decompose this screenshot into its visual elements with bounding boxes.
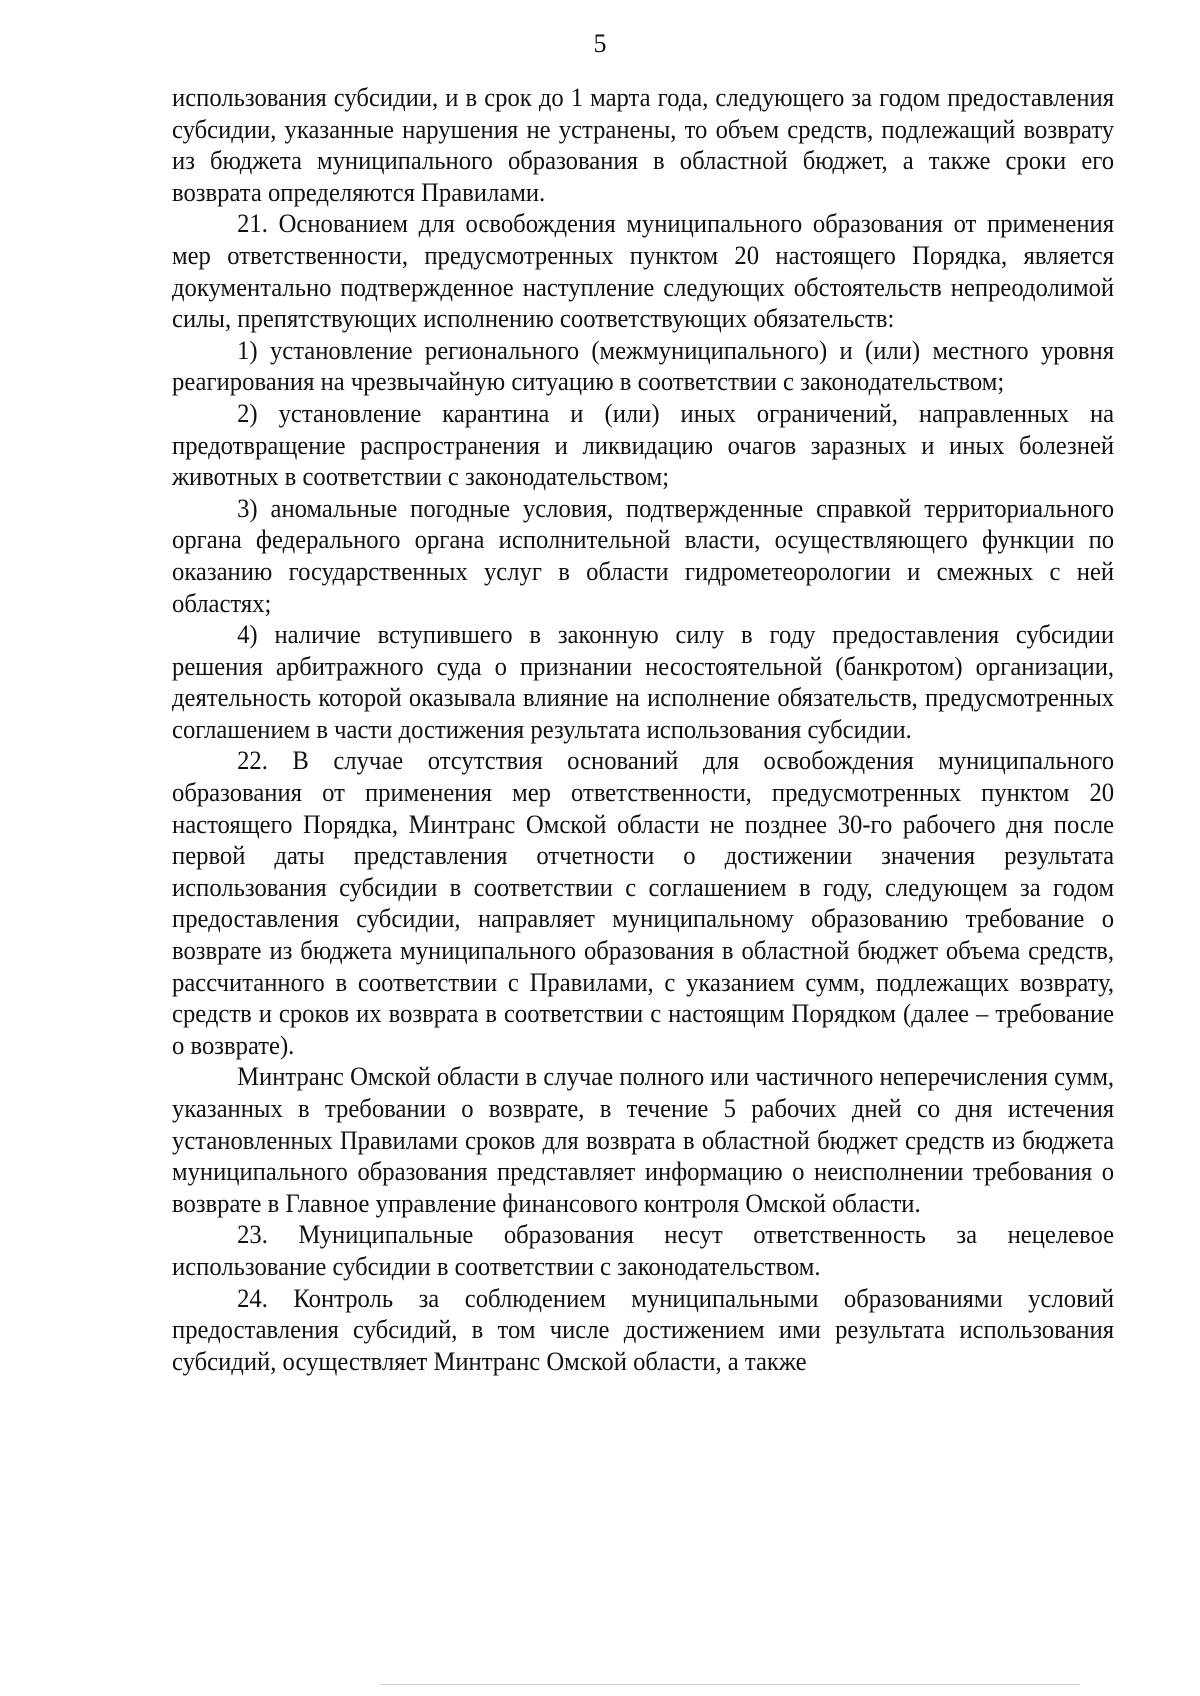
document-body: [172, 82, 1114, 1377]
paragraph-item-21: 21. Основанием для освобождения муниципального образования от применения мер ответственности, предусмотренных пунктом 20 настоящего Порядка, является документально подтвержденное наступление следующих обстоятельств непреодолимой силы, препятствующих исполнению соответствующих обязательств:: [172, 208, 1115, 334]
paragraph-subitem-3: 3) аномальные погодные условия, подтвержденные справкой территориального органа федерального органа исполнительной власти, осуществляющего функции по оказанию государственных услуг в области гидрометеорологии и смежных с ней областях;: [172, 492, 1115, 618]
scan-edge-line: [380, 1684, 1080, 1685]
paragraph-continuation: использования субсидии, и в срок до 1 марта года, следующего за годом предоставления субсидии, указанные нарушения не устранены, то объем средств, подлежащий возврату из бюджета муниципального образования в областной бюджет, а также сроки его возврата определяются Правилами.: [172, 82, 1115, 207]
page-number: 5: [593, 29, 607, 58]
paragraph-item-22: 22. В случае отсутствия оснований для освобождения муниципального образования от применения мер ответственности, предусмотренных пунктом 20 настоящего Порядка, Минтранс Омской области не позднее 30-го рабочего дня после первой даты представления отчетности о достижении значения результата использования субсидии в соответствии с соглашением в году, следующем за годом предоставления субсидии, направляет муниципальному образованию требование о возврате из бюджета муниципального образования в областной бюджет объема средств, рассчитанного в соответствии с Правилами, с указанием сумм, подлежащих возврату, средств и сроков их возврата в соответствии с настоящим Порядком (далее – требование о возврате).: [172, 745, 1115, 1060]
paragraph-item-24: 24. Контроль за соблюдением муниципальными образованиями условий предоставления субсидий, в том числе достижением ими результата использования субсидий, осуществляет Минтранс Омской области, а также: [172, 1282, 1115, 1376]
paragraph-subitem-4: 4) наличие вступившего в законную силу в году предоставления субсидии решения арбитражного суда о признании несостоятельной (банкротом) организации, деятельность которой оказывала влияние на исполнение обязательств, предусмотренных соглашением в части достижения результата использования субсидии.: [172, 619, 1115, 744]
paragraph-mintrans-notice: Минтранс Омской области в случае полного или частичного неперечисления сумм, указанных в требовании о возврате, в течение 5 рабочих дней со дня истечения установленных Правилами сроков для возврата в областной бюджет средств из бюджета муниципального образования представляет информацию о неисполнении требования о возврате в Главное управление финансового контроля Омской области.: [172, 1061, 1115, 1218]
paragraph-subitem-1: 1) установление регионального (межмуниципального) и (или) местного уровня реагирования на чрезвычайную ситуацию в соответствии с законодательством;: [172, 334, 1115, 397]
paragraph-item-23: 23. Муниципальные образования несут ответственность за нецелевое использование субсидии в соответствии с законодательством.: [172, 1219, 1115, 1281]
paragraph-subitem-2: 2) установление карантина и (или) иных ограничений, направленных на предотвращение распространения и ликвидацию очагов заразных и иных болезней животных в соответствии с законодательством;: [172, 397, 1115, 492]
